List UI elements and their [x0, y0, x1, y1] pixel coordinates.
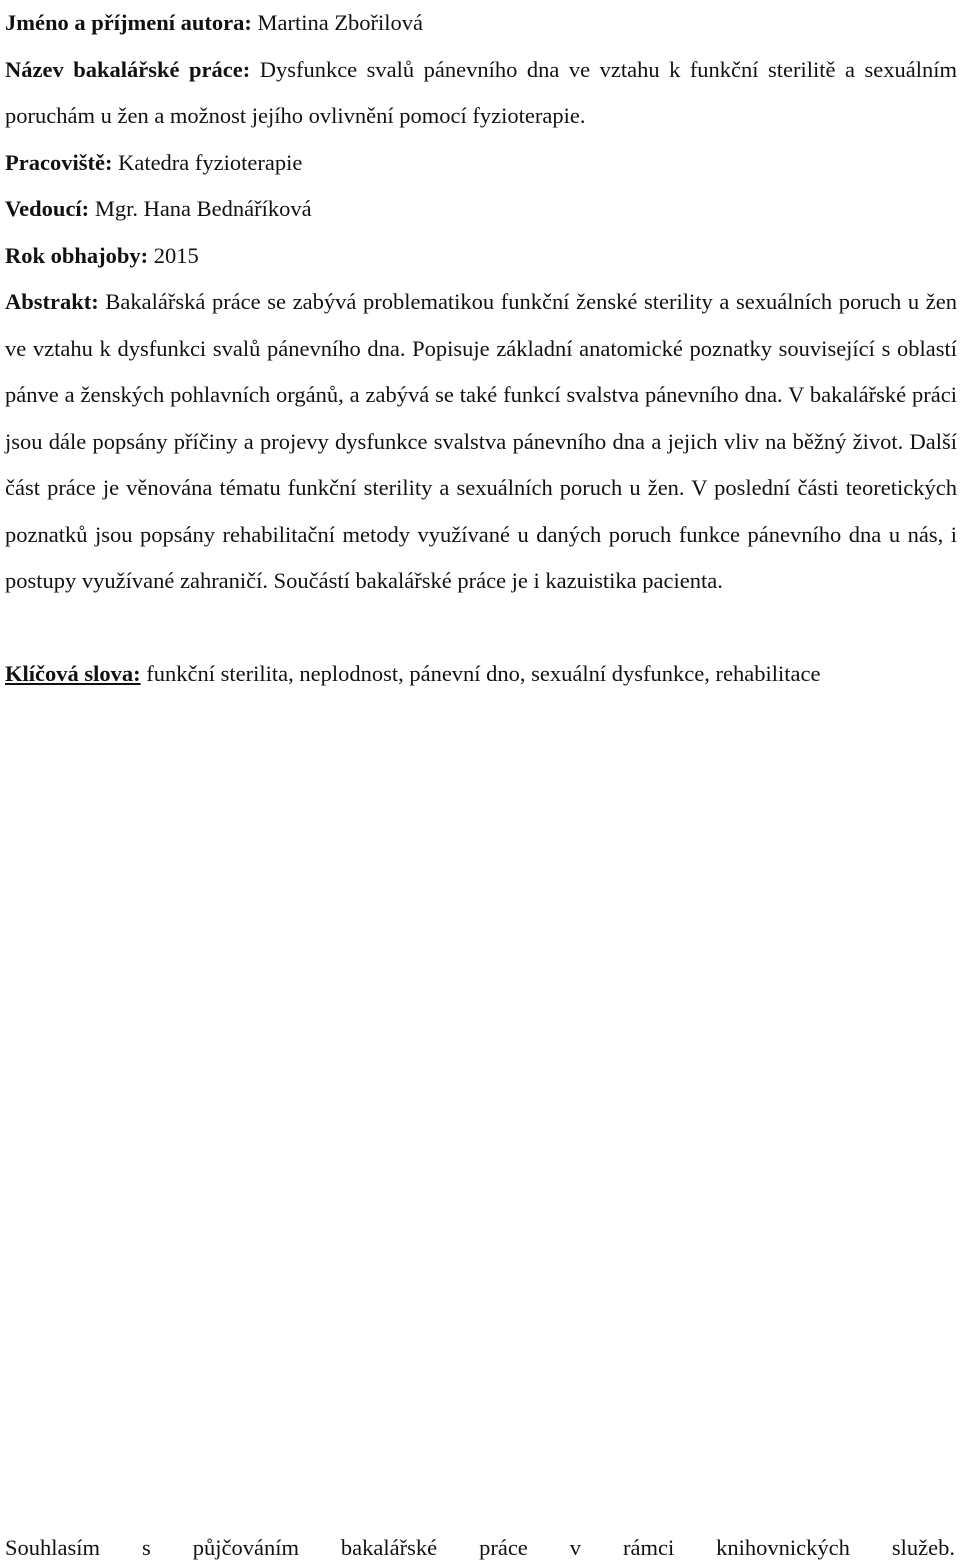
keywords-paragraph: [5, 651, 957, 698]
author-value: Martina Zbořilová: [257, 10, 424, 35]
workplace-label: Pracoviště:: [5, 149, 113, 175]
document-body: [5, 0, 957, 697]
author-label: Jméno a příjmení autora:: [5, 10, 252, 35]
keywords-label: Klíčová slova:: [5, 660, 141, 686]
author-line: [5, 0, 957, 47]
abstract-label: Abstrakt:: [5, 289, 99, 314]
defense-year-line: [5, 233, 957, 280]
supervisor-value: Mgr. Hana Bednáříková: [94, 196, 312, 221]
supervisor-label: Vedoucí:: [5, 196, 90, 221]
defense-year-value: 2015: [153, 242, 199, 268]
abstract-text: Bakalářská práce se zabývá problematikou funkční ženské sterility a sexuálních poruch u žen ve vztahu k dysfunkci svalů pánevního dna. Popisuje základní anatomické poznatky související s oblastí pánve a ženských pohlavních orgánů, a zabývá se také funkcí svalstva pánevního dna. V bakalářské práci jsou dále popsány příčiny a projevy dysfunkce svalstva pánevního dna a jejich vliv na běžný život. Další část práce je věnována tématu funkční sterility a sexuálních poruch u žen. V poslední části teoretických poznatků jsou popsány rehabilitační metody využívané u daných poruch funkce pánevního dna u nás, i postupy využívané zahraničí. Součástí bakalářské práce je i kazuistika pacienta.: [5, 289, 957, 593]
thesis-title-value: Dysfunkce svalů pánevního dna ve vztahu k funkční sterilitě a sexuálním poruchám u žen a možnost jejího ovlivnění pomocí fyzioterapie.: [5, 56, 957, 128]
thesis-title-line: [5, 47, 957, 140]
abstract-paragraph: [5, 279, 957, 605]
thesis-title-label: Název bakalářské práce:: [5, 56, 251, 82]
supervisor-line: [5, 186, 957, 233]
defense-year-label: Rok obhajoby:: [5, 242, 149, 268]
workplace-line: [5, 140, 957, 187]
consent-statement: Souhlasím s půjčováním bakalářské práce v rámci knihovnických služeb.: [5, 1535, 955, 1560]
workplace-value: Katedra fyzioterapie: [118, 149, 303, 175]
keywords-text: funkční sterilita, neplodnost, pánevní dno, sexuální dysfunkce, rehabilitace: [146, 660, 821, 686]
